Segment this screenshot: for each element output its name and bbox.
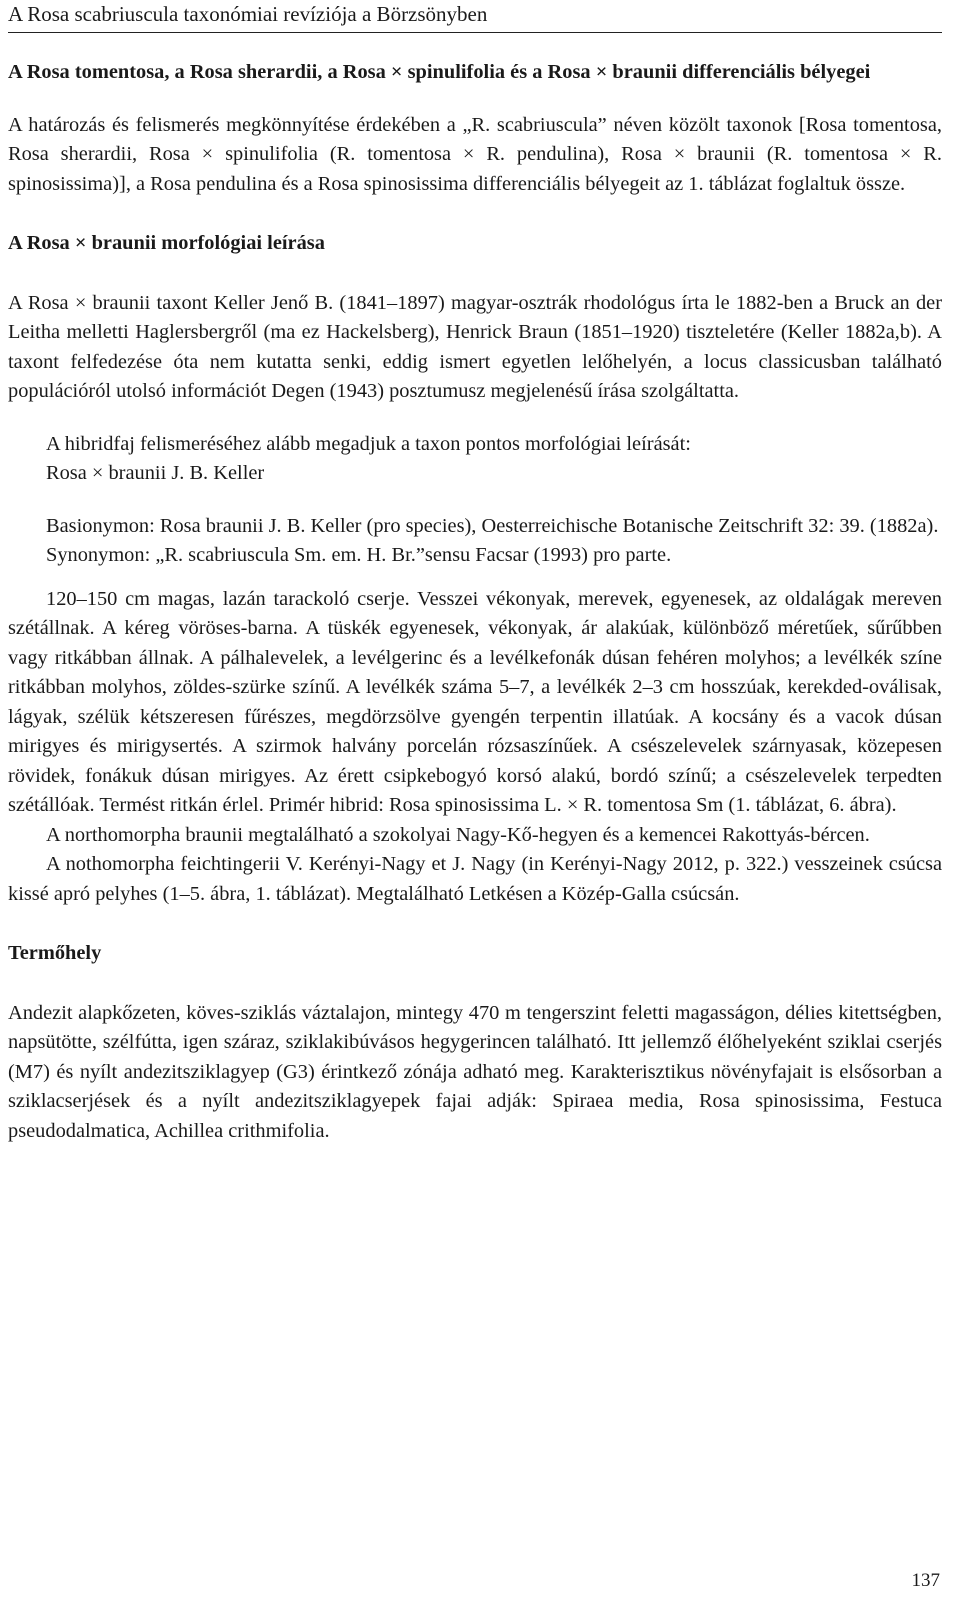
synonym-line: Synonymon: „R. scabriuscula Sm. em. H. Br.”sensu Facsar (1993) pro parte. xyxy=(46,544,672,566)
morphology-intro-paragraph: A Rosa × braunii taxont Keller Jenő B. (1841–1897) magyar-osztrák rhodológus írta le 1882-ben a Bruck an der Leitha melletti Haglersbergről (ma ez Hackelsberg), Henrick Braun (1851–1920) tiszteletére (Keller 1882a,b). A taxont felfedezése óta nem kutatta senki, eddig ismert egyetlen lelőhelyén, a locus classicusban található populációról utolsó információt Degen (1943) posztumusz megjelenésű írása szolgáltatta. xyxy=(8,291,942,402)
taxon-name-line: Rosa × braunii J. B. Keller xyxy=(46,462,265,484)
page-number: 137 xyxy=(911,1570,940,1591)
section-heading-habitat: Termőhely xyxy=(8,942,102,964)
hybrid-intro-line: A hibridfaj felismeréséhez alább megadjuk a taxon pontos morfológiai leírását: xyxy=(46,432,691,455)
section-heading-morphology: A Rosa × braunii morfológiai leírása xyxy=(8,232,325,254)
basionym-paragraph: Basionymon: Rosa braunii J. B. Keller (pro species), Oesterreichische Botanische Zeitschrift 32: 39. (1882a). xyxy=(46,514,939,537)
main-content xyxy=(8,58,942,1146)
description-paragraph: 120–150 cm magas, lazán tarackoló cserje. Vesszei vékonyak, merevek, egyenesek, az oldalágak mereven szétállnak. A kéreg vöröses-barna. A tüskék egyenesek, vékonyak, ár alakúak, különböző méretűek, sűrűbben vagy ritkábban állnak. A pálhalevelek, a levélgerinc és a levélkefonák dúsan fehéren molyhos; a levélkék színe ritkábban molyhos, zöldes-szürke színű. A levélkék száma 5–7, a levélkék 2–3 cm hosszúak, kerekded-oválisak, lágyak, szélük kétszeresen fűrészes, megdörzsölve gyengén terpentin illatúak. A kocsány és a vacok dúsan mirigyes és mirigysertés. A szirmok halvány porcelán rózsaszínűek. A csészelevelek szárnyasak, közepesen rövidek, fonákuk dúsan mirigyes. Az érett csipkebogyó korsó alakú, bordó színű; a csészelevelek terpedten szétállóak. Termést ritkán érlel. Primér hibrid: Rosa spinosissima L. × R. tomentosa Sm (1. táblázat, 6. ábra). xyxy=(8,587,942,816)
section-heading-differential: A Rosa tomentosa, a Rosa sherardii, a Rosa × spinulifolia és a Rosa × braunii differenciális bélyegei xyxy=(8,61,871,83)
northomorpha-braunii-paragraph: A northomorpha braunii megtalálható a szokolyai Nagy-Kő-hegyen és a kemencei Rakottyás-bércen. xyxy=(46,823,870,846)
habitat-paragraph: Andezit alapkőzeten, köves-sziklás váztalajon, mintegy 470 m tengerszint feletti magasságon, délies kitettségben, napsütötte, szélfútta, igen száraz, sziklakibúvásos hegygerincen található. Itt jellemző élőhelyeként sziklai cserjés (M7) és nyílt andezitsziklagyep (G3) érintkező zónája adható meg. Karakterisztikus növényfajait is elsősorban a sziklacserjések és a nyílt andezitsziklagyepek fajai adják: Spiraea media, Rosa spinosissima, Festuca pseudodalmatica, Achillea crithmifolia. xyxy=(8,1001,942,1142)
intro-paragraph: A határozás és felismerés megkönnyítése érdekében a „R. scabriuscula” néven közölt taxonok [Rosa tomentosa, Rosa sherardii, Rosa × spinulifolia (R. tomentosa × R. pendulina), Rosa × braunii (R. tomentosa × R. spinosissima)], a Rosa pendulina és a Rosa spinosissima differenciális bélyegeit az 1. táblázat foglaltuk össze. xyxy=(8,113,942,195)
nothomorpha-feichtingerii-paragraph: A nothomorpha feichtingerii V. Kerényi-Nagy et J. Nagy (in Kerényi-Nagy 2012, p. 322.) vesszeinek csúcsa kissé apró pelyhes (1–5. ábra, 1. táblázat). Megtalálható Letkésen a Közép-Galla csúcsán. xyxy=(8,853,942,905)
running-head: A Rosa scabriuscula taxonómiai revíziója a Börzsönyben xyxy=(8,0,942,33)
